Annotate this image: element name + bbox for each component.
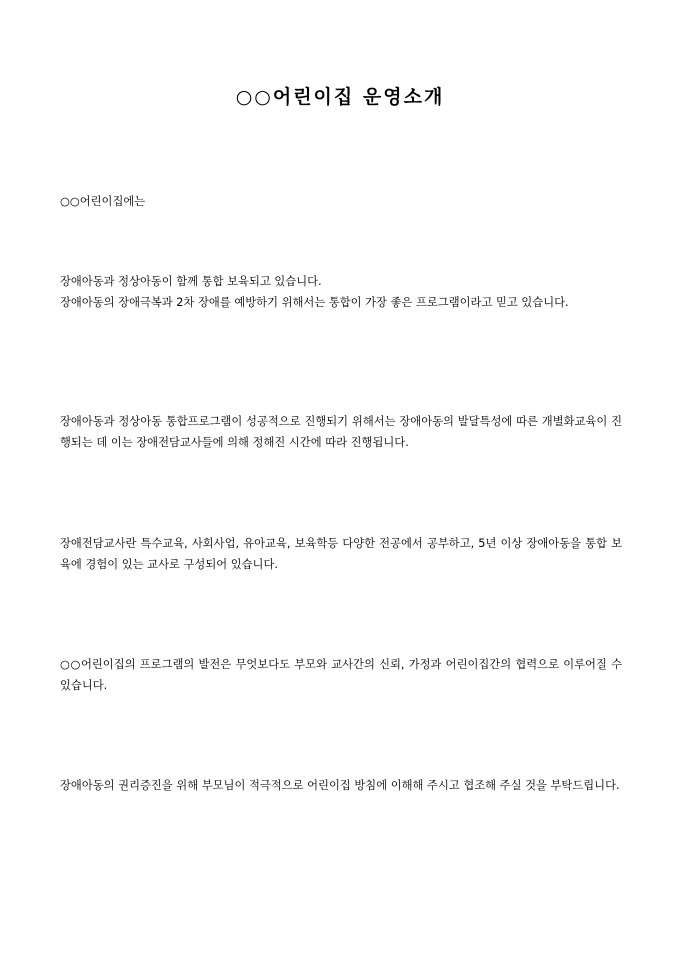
paragraph-line: 장애아동과 정상아동이 함께 통합 보육되고 있습니다. [60, 275, 322, 288]
paragraph-trust-cooperation [60, 654, 622, 696]
paragraph-line: 장애아동과 정상아동 통합프로그램이 성공적으로 진행되기 위해서는 장애아동의 발달특성에 따른 개별화교육이 진행되는 데 이는 장애전담교사들에 의해 정해진 시간에 따라 진행됩니다. [60, 415, 622, 449]
paragraph-line: 장애전담교사란 특수교육, 사회사업, 유아교육, 보육학등 다양한 전공에서 공부하고, 5년 이상 장애아동을 통합 보육에 경험이 있는 교사로 구성되어 있습니다. [60, 537, 622, 571]
paragraph-individualized-education [60, 411, 622, 453]
paragraph-special-teachers [60, 533, 622, 575]
paragraph-line: 장애아동의 장애극복과 2차 장애를 예방하기 위해서는 통합이 가장 좋은 프로그램이라고 믿고 있습니다. [60, 296, 569, 309]
document-title: ○○어린이집 운영소개 [235, 86, 445, 108]
intro-text: ○○어린이집에는 [60, 195, 146, 208]
paragraph-integration [60, 271, 622, 313]
paragraph-line: 장애아동의 권리증진을 위해 부모님이 적극적으로 어린이집 방침에 이해해 주시고 협조해 주실 것을 부탁드립니다. [60, 779, 620, 792]
paragraph-parent-request [60, 775, 622, 796]
paragraph-line: ○○어린이집의 프로그램의 발전은 무엇보다도 부모와 교사간의 신뢰, 가정과 어린이집간의 협력으로 이루어질 수 있습니다. [60, 658, 622, 692]
